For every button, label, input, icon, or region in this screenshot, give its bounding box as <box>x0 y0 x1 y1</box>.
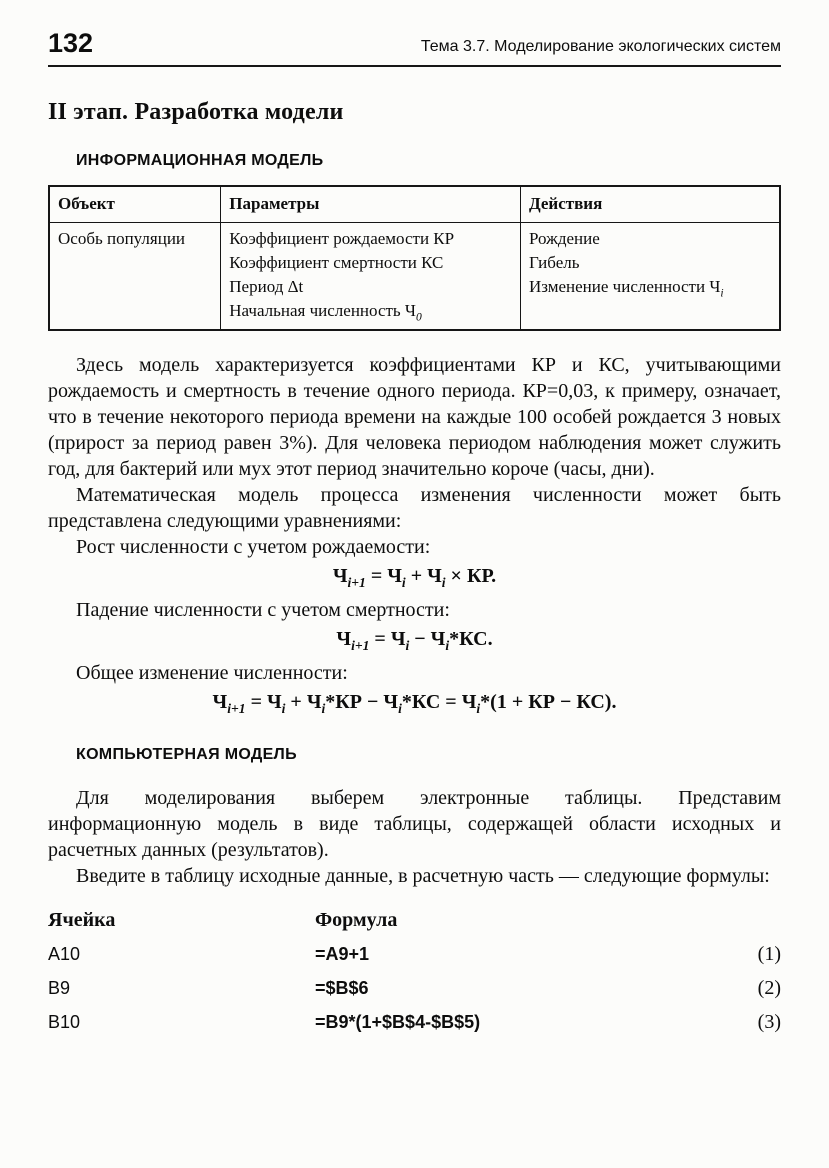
cell-object: Особь популяции <box>49 223 221 331</box>
growth-label: Рост численности с учетом рождаемости: <box>76 536 431 558</box>
cell-formula-list-header <box>48 909 781 932</box>
cell-ref: B10 <box>48 1012 81 1032</box>
column-header-params: Параметры <box>221 186 521 223</box>
column-header-cell: Ячейка <box>48 909 116 931</box>
cell-formula-list <box>48 909 781 1034</box>
computer-model-heading: КОМПЬЮТЕРНАЯ МОДЕЛЬ <box>76 746 297 763</box>
table-header-row <box>49 186 780 223</box>
info-model-heading: ИНФОРМАЦИОННАЯ МОДЕЛЬ <box>76 152 324 169</box>
decline-label: Падение численности с учетом смертности: <box>76 599 450 621</box>
running-title: Тема 3.7. Моделирование экологических систем <box>420 38 781 55</box>
column-header-formula: Формула <box>315 909 398 931</box>
param-line: Начальная численность $Ч_0$ <box>229 301 422 324</box>
formula-total: $Ч_{i+1} = Ч_i + Ч_i*КР - Ч_i*КС = Ч_i*(1$ + КР − КС). <box>212 691 617 716</box>
cell-ref: A10 <box>48 944 81 964</box>
cell-params <box>221 223 521 331</box>
formula-row <box>48 1011 781 1034</box>
equation-number: (3) <box>757 1011 781 1033</box>
equation-number: (2) <box>757 977 781 999</box>
column-header-object: Объект <box>49 186 221 223</box>
param-line: Период Δt <box>229 277 304 296</box>
action-line: Изменение численности $Ч_i$ <box>528 277 724 300</box>
paragraph-math-model: Математическая модель процесса изменения численности может быть представлена следующими уравнениями: <box>48 484 781 532</box>
page-header <box>48 30 781 67</box>
table-row <box>49 223 780 331</box>
formula-row <box>48 943 781 966</box>
information-model-table <box>48 185 781 331</box>
action-line: Рождение <box>528 229 600 248</box>
total-label: Общее изменение численности: <box>76 662 348 684</box>
cell-formula: =B9*(1+$B$4-$B$5) <box>315 1012 481 1032</box>
paragraph-model-description: Здесь модель характеризуется коэффициентами КР и КС, учитывающими рождаемость и смертность в течение одного периода. КР=0,03, к примеру, означает, что в течение некоторого периода времени на каждые 100 особей рождается 3 новых (прирост за период равен 3%). Для человека периодом наблюдения может служить год, для бактерий или мух этот период значительно короче (часы, дни). <box>48 354 781 480</box>
param-line: Коэффициент смертности КС <box>229 253 444 272</box>
cell-formula: =A9+1 <box>315 944 370 964</box>
equation-number: (1) <box>757 943 781 965</box>
cell-actions <box>520 223 780 331</box>
formula-growth: $Ч_{i+1} = Ч_i + Ч_i$ × КР. <box>332 565 497 590</box>
param-line: Коэффициент рождаемости КР <box>229 229 455 248</box>
stage-heading: II этап. Разработка модели <box>48 99 344 125</box>
cell-formula: =$B$6 <box>315 978 369 998</box>
paragraph-enter-data: Введите в таблицу исходные данные, в расчетную часть — следующие формулы: <box>76 865 770 887</box>
formula-decline: $Ч_{i+1} = Ч_i - Ч_i*КС$. <box>336 628 493 653</box>
column-header-actions: Действия <box>520 186 780 223</box>
action-line: Гибель <box>528 253 580 272</box>
page-number: 132 <box>48 28 94 58</box>
cell-ref: B9 <box>48 978 71 998</box>
formula-row <box>48 977 781 1000</box>
paragraph-computer-model: Для моделирования выберем электронные таблицы. Представим информационную модель в виде таблицы, содержащей области исходных и расчетных данных (результатов). <box>48 787 781 861</box>
